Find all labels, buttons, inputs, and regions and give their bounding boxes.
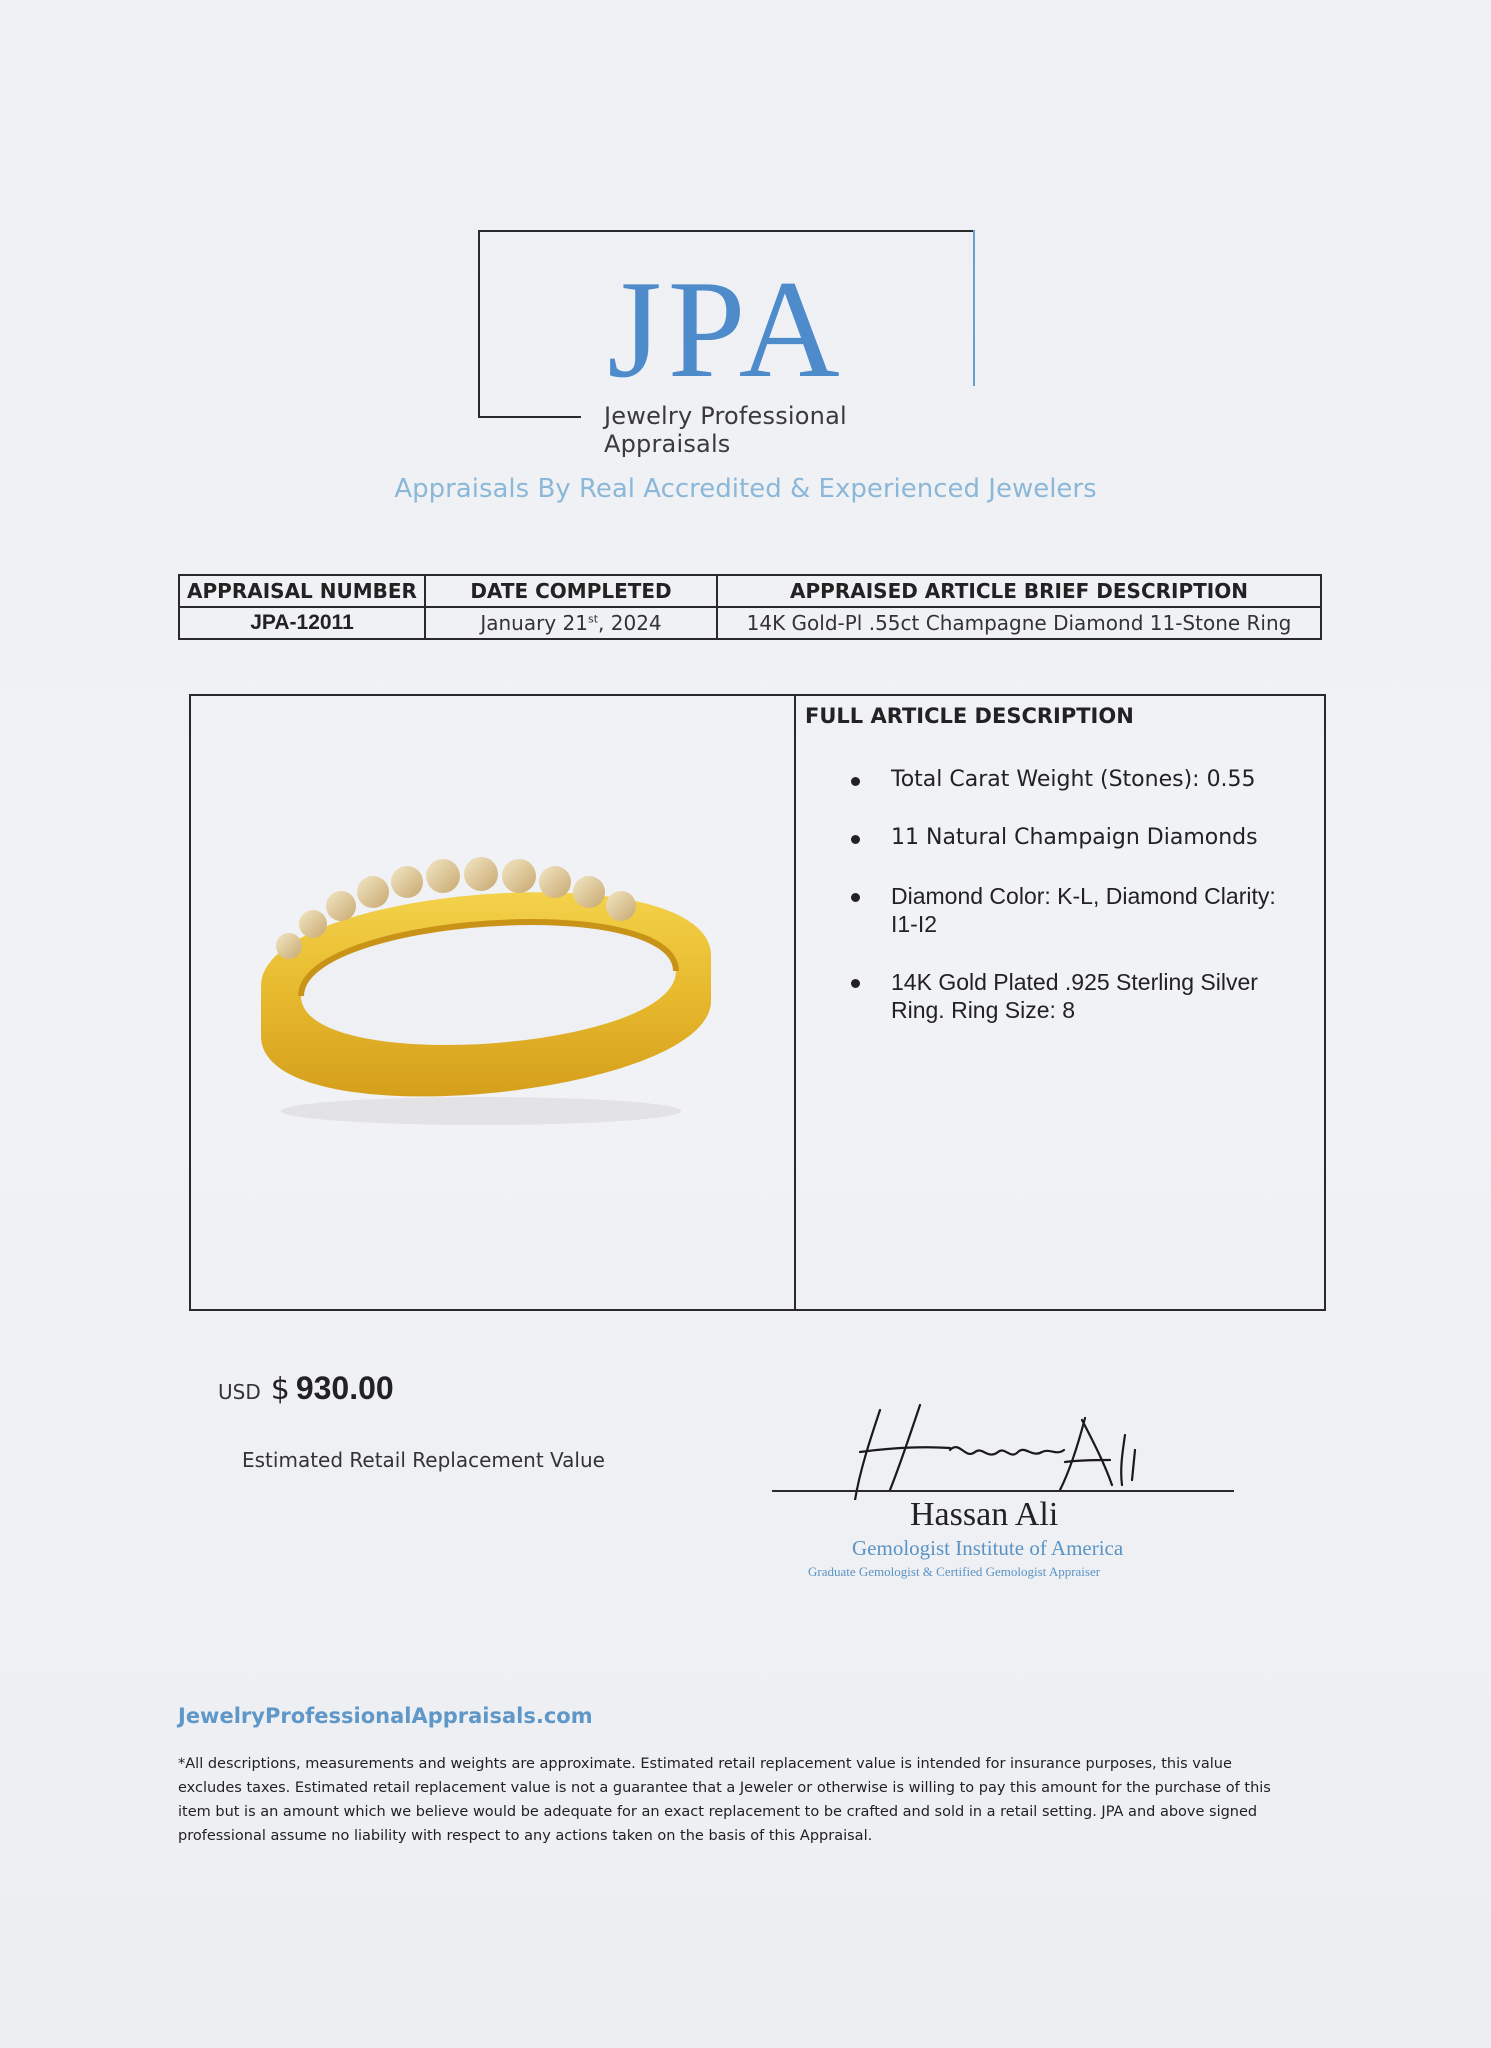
logo-frame-bottom bbox=[478, 416, 581, 418]
ring-stone bbox=[573, 876, 605, 908]
header-appraisal-number: APPRAISAL NUMBER bbox=[179, 575, 425, 607]
ring-stone bbox=[539, 866, 571, 898]
jpa-logo bbox=[478, 230, 975, 458]
value-amount: 930.00 bbox=[295, 1370, 394, 1406]
handwritten-signature bbox=[760, 1390, 1240, 1500]
bullet-icon bbox=[851, 835, 860, 844]
ring-stone bbox=[357, 876, 389, 908]
appraiser-title: Graduate Gemologist & Certified Gemologist Appraiser bbox=[808, 1564, 1101, 1579]
replacement-value bbox=[218, 1370, 394, 1407]
article-box bbox=[189, 694, 1326, 1311]
appraisal-number: JPA-12011 bbox=[179, 607, 425, 639]
summary-table bbox=[178, 574, 1322, 640]
description-item bbox=[851, 766, 1291, 794]
bullet-icon bbox=[851, 979, 860, 988]
website-link[interactable]: JewelryProfessionalAppraisals.com bbox=[178, 1704, 593, 1728]
ring-stone bbox=[276, 933, 302, 959]
disclaimer: *All descriptions, measurements and weights are approximate. Estimated retail replacement value is intended for insurance purposes, this value excludes taxes. Estimated retail replacement value is not a guarantee that a Jeweler or otherwise is willing to pay this amount for the purchase of this item but is an amount which we believe would be adequate for an exact replacement to be crafted and sold in a retail setting. JPA and above signed professional assume no liability with respect to any actions taken on the basis of this Appraisal. bbox=[178, 1756, 1271, 1844]
summary-header-row bbox=[179, 575, 1321, 607]
brief-description: 14K Gold-Pl .55ct Champagne Diamond 11-Stone Ring bbox=[717, 607, 1321, 639]
ring-photo bbox=[231, 796, 741, 1196]
bullet-icon bbox=[851, 893, 860, 902]
logo-company-name: Jewelry Professional Appraisals bbox=[604, 402, 847, 458]
ring-shadow bbox=[281, 1097, 681, 1125]
appraiser-signature bbox=[760, 1390, 1240, 1600]
summary-value-row bbox=[179, 607, 1321, 639]
ring-stone bbox=[464, 857, 498, 891]
tagline: Appraisals By Real Accredited & Experienced Jewelers bbox=[394, 474, 1097, 504]
description-item-text: Total Carat Weight (Stones): 0.55 bbox=[891, 767, 1256, 792]
appraiser-organization: Gemologist Institute of America bbox=[852, 1536, 1124, 1560]
article-box-divider bbox=[794, 696, 796, 1309]
header-brief-description: APPRAISED ARTICLE BRIEF DESCRIPTION bbox=[717, 575, 1321, 607]
logo-mark: JPA bbox=[607, 252, 846, 407]
logo-frame-top bbox=[478, 230, 975, 232]
full-description-list bbox=[851, 766, 1291, 1054]
description-item-text: Diamond Color: K-L, Diamond Clarity: I1-I2 bbox=[891, 883, 1276, 937]
ring-stone bbox=[391, 866, 423, 898]
description-item bbox=[851, 824, 1291, 852]
date-year: , 2024 bbox=[598, 611, 662, 635]
date-main: January 21 bbox=[480, 611, 588, 635]
description-item-text: 11 Natural Champaign Diamonds bbox=[891, 825, 1258, 850]
description-item-text: 14K Gold Plated .925 Sterling Silver Ring. Ring Size: 8 bbox=[891, 969, 1258, 1023]
value-currency: USD bbox=[218, 1380, 261, 1404]
ring-stone bbox=[326, 891, 356, 921]
appraiser-name: Hassan Ali bbox=[910, 1496, 1059, 1533]
ring-stone bbox=[606, 891, 636, 921]
value-label: Estimated Retail Replacement Value bbox=[242, 1448, 605, 1472]
value-symbol: $ bbox=[270, 1372, 290, 1407]
bullet-icon bbox=[851, 777, 860, 786]
signature-line bbox=[772, 1490, 1234, 1492]
description-item bbox=[851, 968, 1291, 1024]
full-description-title: FULL ARTICLE DESCRIPTION bbox=[805, 704, 1134, 728]
ring-stone bbox=[299, 910, 327, 938]
date-completed bbox=[425, 607, 717, 639]
date-ordinal: st bbox=[587, 612, 599, 626]
ring-stone bbox=[502, 859, 536, 893]
header-date-completed: DATE COMPLETED bbox=[425, 575, 717, 607]
description-item bbox=[851, 882, 1291, 938]
ring-image bbox=[231, 796, 741, 1196]
ring-stone bbox=[426, 859, 460, 893]
